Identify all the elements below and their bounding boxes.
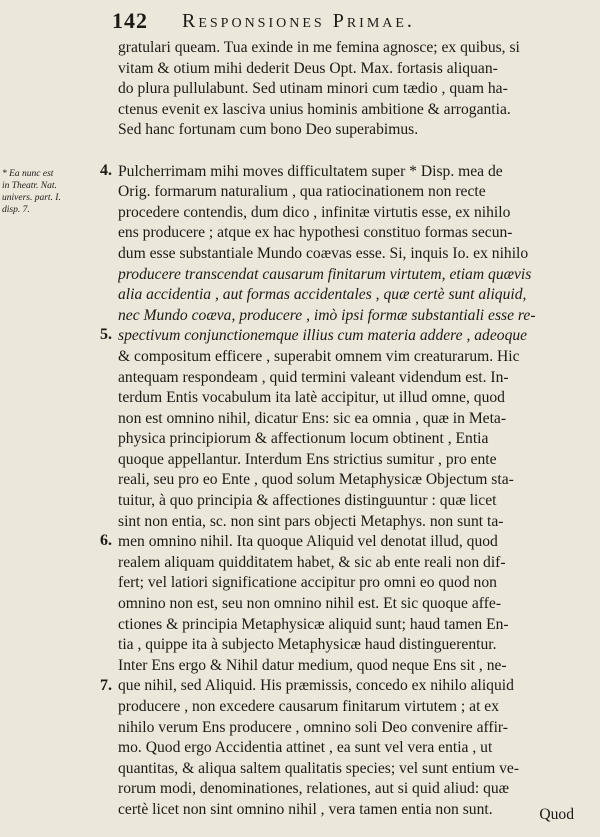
text-line: quantitas, & aliqua saltem qualitatis species; vel sunt entium ve-	[118, 759, 520, 777]
margin-note	[2, 168, 90, 216]
text-line: ctiones & principia Metaphysicæ aliquid sunt; haud tamen En-	[118, 615, 509, 633]
text-line: rorum modi, denominationes, relationes, aut si quid aliud: quæ	[118, 780, 510, 798]
text-line: ens producere ; atque ex hac hypothesi constituo formas secun-	[118, 224, 513, 242]
text-line: mo. Quod ergo Accidentia attinet , ea sunt vel vera entia , ut	[118, 739, 493, 757]
text-line: reali, seu pro eo Ente , quod solum Metaphysicæ Objectum sta-	[118, 471, 514, 489]
text-line: que nihil, sed Aliquid. His præmissis, concedo ex nihilo aliquid	[118, 677, 514, 695]
text-line: dum esse substantiale Mundo coævas esse. Si, inquis Io. ex nihilo	[118, 244, 529, 262]
text-line: Inter Ens ergo & Nihil datur medium, quod neque Ens sit , ne-	[118, 656, 507, 674]
text-line: spectivum conjunctionemque illius cum materia addere , adeoque	[118, 327, 528, 345]
page-header	[112, 2, 582, 38]
section-number: 5.	[100, 326, 112, 344]
text-line: omnino non est, seu non omnino nihil est. Et sic quoque affe-	[118, 595, 502, 613]
text-line: men omnino nihil. Ita quoque Aliquid vel denotat illud, quod	[118, 533, 498, 551]
text-line: realem aliquam quidditatem habet, & sic ab ente reali non dif-	[118, 553, 506, 571]
text-line: do plura pullulabunt. Sed utinam minori cum tædio , quam ha-	[118, 80, 508, 98]
catchword: Quod	[539, 806, 574, 823]
text-line: gratulari queam. Tua exinde in me femina agnosce; ex quibus, si	[118, 39, 520, 56]
text-line: procedere contendis, dum dico , infinitæ virtutis esse, ex nihilo	[118, 203, 511, 221]
text-line: Pulcherrimam mihi moves difficultatem super * Disp. mea de	[118, 162, 503, 180]
text-line: nihilo verum Ens producere , omnino soli Deo convenire affir-	[118, 718, 509, 736]
text-line: physica principiorum & affectionum locum obtinent , Entia	[118, 430, 489, 448]
text-line: antequam respondeam , quid termini valeant videndum est. In-	[118, 368, 509, 386]
text-line: alia accidentia , aut formas accidentales , quæ certè sunt aliquid,	[118, 286, 527, 304]
page-number: 142	[112, 8, 148, 33]
text-line: tuitur, à quo principia & affectiones distinguuntur : quæ licet	[118, 492, 497, 510]
text-line: nec Mundo coæva, producere , imò ipsi formæ substantiali esse re-	[118, 306, 536, 324]
text-line: non est omnino nihil, dicatur Ens: sic ea omnia , quæ in Meta-	[118, 409, 507, 427]
text-line: certè licet non sint omnino nihil , vera tamen entia non sunt.	[118, 800, 493, 818]
margin-note-line: * Ea nunc est	[2, 169, 54, 179]
body-text	[118, 38, 580, 821]
text-line: ctenus evenit ex lasciva unius hominis ambitione & arrogantia.	[118, 100, 511, 118]
text-line: terdum Entis vocabulum ita latè accipitur, ut illud omne, quod	[118, 389, 505, 407]
text-line: producere , non excedere causarum finitarum virtutem ; at ex	[118, 698, 500, 715]
text-line: Sed hanc fortunam cum bono Deo superabimus.	[118, 121, 419, 139]
margin-note-line: in Theatr. Nat.	[2, 181, 57, 191]
margin-note-line: univers. part. I.	[2, 193, 61, 203]
text-line: producere transcendat causarum finitarum virtutem, etiam quævis	[118, 265, 532, 283]
text-line: quoque appellantur. Interdum Ens strictius sumitur , pro ente	[118, 450, 497, 468]
section-number: 4.	[100, 161, 112, 179]
text-line: fert; vel latiori significatione accipitur pro omni eo quod non	[118, 574, 497, 592]
margin-note-line: disp. 7.	[2, 205, 30, 215]
text-line: vitam & otium mihi dederit Deus Opt. Max. fortasis aliquan-	[118, 59, 498, 77]
text-line: & compositum efficere , superabit omnem vim creaturarum. Hic	[118, 347, 520, 365]
section-number: 6.	[100, 532, 112, 550]
text-line: Orig. formarum naturalium , qua ratiocinationem non recte	[118, 183, 486, 201]
text-line: tia , quippe ita à subjecto Metaphysicæ haud distinguerentur.	[118, 636, 497, 654]
section-number: 7.	[100, 676, 112, 694]
running-title: Responsiones Primae.	[182, 10, 415, 32]
text-line	[118, 141, 580, 162]
text-line: sint non entia, sc. non sint pars objecti Metaphys. non sunt ta-	[118, 512, 504, 530]
